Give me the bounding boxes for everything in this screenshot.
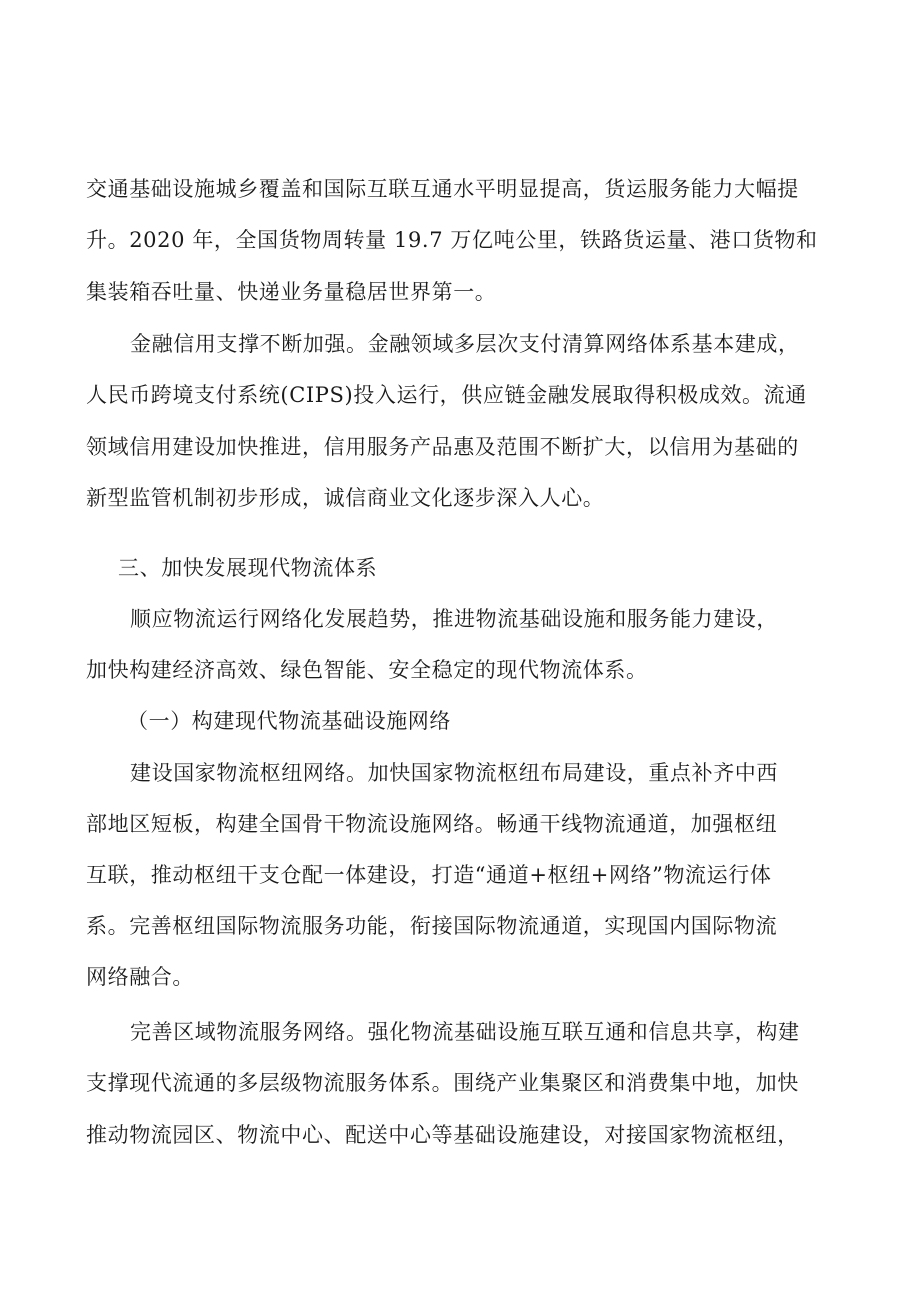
paragraph-4-line-4: 系。完善枢纽国际物流服务功能，衔接国际物流通道，实现国内国际物流 <box>86 914 778 938</box>
paragraph-4-line-2: 部地区短板，构建全国骨干物流设施网络。畅通干线物流通道，加强枢纽 <box>86 812 778 836</box>
paragraph-4-line-1: 建设国家物流枢纽网络。加快国家物流枢纽布局建设，重点补齐中西 <box>130 761 778 785</box>
paragraph-5-line-2: 支撑现代流通的多层级物流服务体系。围绕产业集聚区和消费集中地，加快 <box>86 1071 799 1095</box>
section-heading: 三、加快发展现代物流体系 <box>118 556 378 580</box>
paragraph-2-line-4: 新型监管机制初步形成，诚信商业文化逐步深入人心。 <box>86 486 605 510</box>
paragraph-3-line-2: 加快构建经济高效、绿色智能、安全稳定的现代物流体系。 <box>86 658 648 682</box>
paragraph-1-line-3: 集装箱吞吐量、快递业务量稳居世界第一。 <box>86 280 497 304</box>
paragraph-2-line-3: 领域信用建设加快推进，信用服务产品惠及范围不断扩大，以信用为基础的 <box>86 435 799 459</box>
subsection-heading: （一）构建现代物流基础设施网络 <box>127 709 451 733</box>
paragraph-2-line-1: 金融信用支撑不断加强。金融领域多层次支付清算网络体系基本建成， <box>130 332 800 356</box>
paragraph-1-line-1: 交通基础设施城乡覆盖和国际互联互通水平明显提高，货运服务能力大幅提 <box>86 177 799 201</box>
paragraph-3-line-1: 顺应物流运行网络化发展趋势，推进物流基础设施和服务能力建设， <box>130 607 778 631</box>
paragraph-4-line-5: 网络融合。 <box>86 965 194 989</box>
paragraph-4-line-3: 互联，推动枢纽干支仓配一体建设，打造“通道+枢纽+网络”物流运行体 <box>86 863 772 887</box>
paragraph-2-line-2: 人民币跨境支付系统(CIPS)投入运行，供应链金融发展取得积极成效。流通 <box>86 383 807 407</box>
paragraph-5-line-3: 推动物流园区、物流中心、配送中心等基础设施建设，对接国家物流枢纽， <box>86 1123 799 1147</box>
paragraph-1-line-2: 升。2020 年，全国货物周转量 19.7 万亿吨公里，铁路货运量、港口货物和 <box>86 228 818 252</box>
paragraph-5-line-1: 完善区域物流服务网络。强化物流基础设施互联互通和信息共享，构建 <box>130 1020 800 1044</box>
